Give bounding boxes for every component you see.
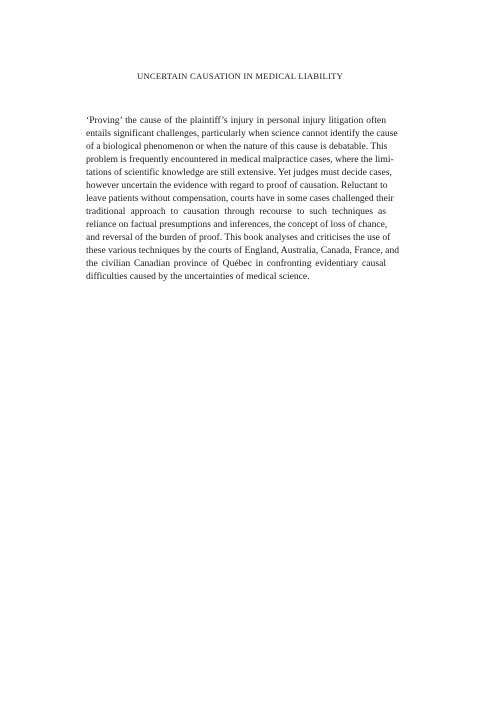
blurb-line: leave patients without compensation, courts have in some cases challenged their bbox=[86, 193, 394, 204]
blurb-line: these various techniques by the courts of England, Australia, Canada, France, and bbox=[86, 245, 400, 256]
blurb-line: however uncertain the evidence with regard to proof of causation. Reluctant to bbox=[86, 180, 388, 191]
page-title: UNCERTAIN CAUSATION IN MEDICAL LIABILITY bbox=[136, 71, 344, 81]
blurb-line: problem is frequently encountered in medical malpractice cases, where the limi- bbox=[86, 154, 394, 165]
blurb-line: tations of scientific knowledge are still extensive. Yet judges must decide cases, bbox=[86, 167, 392, 178]
blurb-line: traditional approach to causation through recourse to such techniques as bbox=[86, 206, 386, 217]
blurb-line: ‘Proving’ the cause of the plaintiff’s injury in personal injury litigation often bbox=[86, 115, 386, 126]
blurb-line: of a biological phenomenon or when the nature of this cause is debatable. This bbox=[86, 141, 388, 152]
blurb-line: reliance on factual presumptions and inferences, the concept of loss of chance, bbox=[86, 219, 388, 230]
blurb-line: the civilian Canadian province of Québec in confronting evidentiary causal bbox=[86, 258, 386, 269]
blurb-line: and reversal of the burden of proof. This book analyses and criticises the use of bbox=[86, 232, 391, 243]
blurb-line: entails significant challenges, particularly when science cannot identify the cause bbox=[86, 128, 398, 139]
blurb-line: difficulties caused by the uncertainties of medical science. bbox=[86, 271, 310, 282]
